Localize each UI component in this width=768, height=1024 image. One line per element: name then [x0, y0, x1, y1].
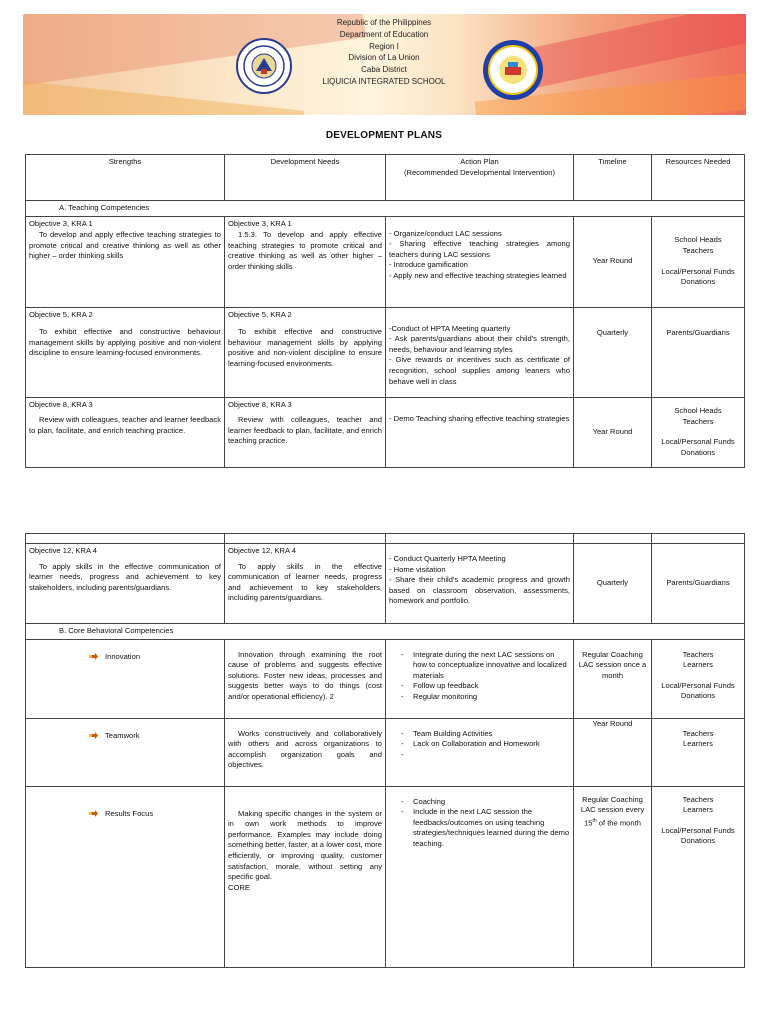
table-row	[26, 544, 745, 624]
competency-label-wrap	[29, 809, 221, 820]
timeline-cell: Year Round	[574, 216, 652, 307]
action-item: - Ask parents/guardians about their child's strength, needs, behaviour and learning styles	[389, 334, 570, 354]
col-header-resources: Resources Needed	[652, 155, 745, 201]
timeline-cell: Year Round	[574, 397, 652, 467]
pointing-hand-icon	[89, 731, 99, 740]
action-cell	[386, 397, 574, 467]
competency-cell	[26, 718, 225, 786]
resource-item: School Heads	[674, 405, 722, 415]
resources-cell	[652, 786, 745, 967]
action-item: - Home visitation	[389, 564, 446, 574]
action-item: - Regular monitoring	[401, 692, 570, 703]
pointing-hand-icon	[89, 652, 99, 661]
resource-spacer	[655, 257, 741, 267]
header-line-4: Division of La Union	[348, 53, 420, 63]
timeline-cell: Quarterly	[574, 544, 652, 624]
competency-name: Teamwork	[105, 730, 140, 740]
competency-name: Results Focus	[105, 808, 154, 818]
competency-description: Works constructively and collaboratively with others and across organizations to accomplish organization goals and objectives.	[228, 728, 382, 770]
timeline-cell: Year Round	[574, 718, 652, 786]
competency-label-wrap	[29, 652, 221, 663]
action-cell	[386, 307, 574, 397]
resources-cell	[652, 544, 745, 624]
action-item: - Introduce gamification	[389, 260, 468, 270]
competency-description: Innovation through examining the root cause of problems and suggests effective solutions. Foster new ideas, processes and suggests better ways to do things (cost and/or operational efficiency). 2	[228, 649, 382, 701]
resource-item: Local/Personal Funds	[661, 825, 735, 835]
action-cell	[386, 639, 574, 718]
blank-cell	[26, 534, 225, 544]
resource-item: Donations	[680, 691, 716, 701]
competency-cell	[26, 786, 225, 967]
col-header-action-plan	[386, 155, 574, 201]
resources-cell	[652, 639, 745, 718]
resource-item: Teachers	[682, 416, 714, 426]
action-cell	[386, 786, 574, 967]
action-item: - Share their child's academic progress and growth based on classroom observation, assessments, homework and portfolio.	[389, 575, 570, 606]
action-cell	[386, 544, 574, 624]
col-header-timeline: Timeline	[574, 155, 652, 201]
resource-item: Local/Personal Funds	[661, 437, 735, 447]
timeline-text-end: of the month	[596, 818, 641, 828]
strength-objective: Objective 5, KRA 2	[29, 309, 93, 319]
section-row-a	[26, 201, 745, 217]
table-row	[26, 216, 745, 307]
strength-objective: Objective 8, KRA 3	[29, 399, 93, 409]
letterhead-text	[0, 17, 768, 88]
resource-item: Parents/Guardians	[666, 578, 730, 588]
timeline-cell: Quarterly	[574, 307, 652, 397]
action-list	[401, 797, 570, 850]
need-text: To apply skills in the effective communication of learner needs, progress and achievement to key stakeholders, including parents/guardians.	[228, 561, 382, 603]
resources-cell	[652, 307, 745, 397]
development-plan-table-1	[25, 154, 745, 468]
action-cell	[386, 216, 574, 307]
col-header-strengths: Strengths	[26, 155, 225, 201]
action-item: - Organize/conduct LAC sessions	[389, 228, 502, 238]
competency-note: CORE	[228, 882, 250, 892]
strength-text: To apply skills in the effective communication of learner needs, progress and achievement to key stakeholders, including parents/guardians.	[29, 561, 221, 592]
action-item: - Team Building Activities	[401, 729, 570, 740]
strength-text: To exhibit effective and constructive behaviour management skills by applying positive and non-violent discipline to ensure learning-focused environments.	[29, 327, 221, 358]
table-row	[26, 639, 745, 718]
need-text: To exhibit effective and constructive behaviour management skills by applying positive and non-violent discipline to ensure learning-focused environments.	[228, 327, 382, 368]
need-text: 1.5.3. To develop and apply effective teaching strategies to promote critical and creative thinking as well as other higher – order thinking skills	[228, 230, 382, 271]
competency-description-cell	[225, 718, 386, 786]
need-text: Review with colleagues, teacher and learner feedback to plan, facilitate, and enrich teaching practice.	[228, 415, 382, 446]
resource-item: Learners	[683, 739, 713, 749]
action-item: - Conduct Quarterly HPTA Meeting	[389, 554, 506, 563]
strength-cell	[26, 216, 225, 307]
section-row-b	[26, 624, 745, 640]
resource-item: Teachers	[682, 649, 714, 659]
timeline-text: Regular Coaching LAC session every 15	[580, 794, 645, 828]
strength-text: Review with colleagues, teacher and learner feedback to plan, facilitate, and enrich teaching practice.	[29, 415, 221, 435]
competency-description: Making specific changes in the system or in own work methods to improve performance. Examples may include doing something better, faster, at a lower cost, more efficiently, or improving quality, customer satisfaction, morale, without setting any specific goal.	[228, 808, 382, 882]
resource-item: School Heads	[674, 235, 722, 245]
action-item: - Apply new and effective teaching strategies learned	[389, 270, 567, 280]
resource-item: Learners	[683, 660, 713, 670]
competency-cell	[26, 639, 225, 718]
need-objective: Objective 8, KRA 3	[228, 399, 292, 409]
table-row	[26, 786, 745, 967]
pointing-hand-icon	[89, 809, 99, 818]
action-item: - Integrate during the next LAC sessions on how to conceptualize innovative and localized materials	[401, 650, 570, 682]
strength-objective: Objective 12, KRA 4	[29, 546, 97, 555]
col-header-needs: Development Needs	[225, 155, 386, 201]
header-line-6: LIQUICIA INTEGRATED SCHOOL	[322, 76, 446, 86]
blank-cell	[574, 534, 652, 544]
section-label-a	[26, 201, 745, 217]
need-cell	[225, 397, 386, 467]
resource-item: Learners	[683, 805, 713, 815]
action-item: -Conduct of HPTA Meeting quarterly	[389, 323, 511, 333]
strength-cell	[26, 307, 225, 397]
resource-spacer	[655, 671, 741, 681]
resources-cell	[652, 397, 745, 467]
blank-cell	[386, 534, 574, 544]
header-line-3: Region I	[369, 41, 399, 51]
table-header-row	[26, 155, 745, 201]
resource-item: Teachers	[682, 728, 714, 738]
action-item: - Give rewards or incentives such as certificate of recognition, school supplies among leaners who behave well in class	[389, 355, 570, 386]
resource-item: Local/Personal Funds	[661, 266, 735, 276]
table-row	[26, 307, 745, 397]
action-item: - Lack on Collaboration and Homework	[401, 739, 570, 750]
action-list	[401, 729, 570, 750]
need-cell	[225, 216, 386, 307]
header-line-2: Department of Education	[339, 29, 429, 39]
action-item: - Sharing effective teaching strategies among teachers during LAC sessions	[389, 239, 570, 259]
action-list	[401, 650, 570, 703]
blank-header-row	[26, 534, 745, 544]
resource-item: Parents/Guardians	[666, 327, 730, 337]
page-title: DEVELOPMENT PLANS	[325, 130, 443, 141]
resource-item: Teachers	[682, 794, 714, 804]
resource-item: Donations	[680, 277, 716, 287]
strength-cell	[26, 397, 225, 467]
resource-spacer	[655, 816, 741, 826]
resource-item: Teachers	[682, 246, 714, 255]
resources-cell	[652, 216, 745, 307]
development-plan-table-2	[25, 533, 745, 968]
competency-description-cell	[225, 639, 386, 718]
resource-item: Donations	[680, 836, 716, 846]
strength-cell	[26, 544, 225, 624]
table-row	[26, 397, 745, 467]
competency-description-cell	[225, 786, 386, 967]
action-item: - Demo Teaching sharing effective teaching strategies	[389, 413, 570, 423]
need-cell	[225, 544, 386, 624]
action-item: - Coaching	[401, 797, 570, 808]
resource-spacer	[655, 427, 741, 437]
section-label-b	[26, 624, 745, 640]
need-objective: Objective 3, KRA 1	[228, 218, 292, 228]
header-line-1: Republic of the Philippines	[336, 18, 432, 27]
resource-item: Local/Personal Funds	[661, 680, 735, 690]
resources-cell	[652, 718, 745, 786]
resource-item: Donations	[680, 447, 716, 457]
strength-objective: Objective 3, KRA 1	[29, 218, 93, 228]
strength-text: To develop and apply effective teaching strategies to promote critical and creative thinking as well as other higher – order thinking skills	[29, 230, 221, 261]
timeline-cell: Regular Coaching LAC session once a month	[574, 639, 652, 718]
header-line-5: Caba District	[361, 65, 407, 75]
timeline-cell	[574, 786, 652, 967]
action-item: - Include in the next LAC session the feedbacks/outcomes on using teaching strategies/techniques learned during the demo teaching.	[401, 807, 570, 849]
action-cell	[386, 718, 574, 786]
competency-name: Innovation	[105, 651, 141, 661]
need-objective: Objective 5, KRA 2	[228, 309, 292, 319]
action-plan-label: Action Plan	[460, 157, 499, 166]
blank-cell	[225, 534, 386, 544]
action-item: - Follow up feedback	[401, 681, 570, 692]
need-cell	[225, 307, 386, 397]
table-row	[26, 718, 745, 786]
section-b-text: B. Core Behavioral Competencies	[59, 626, 174, 635]
action-plan-sublabel: (Recommended Developmental Intervention)	[403, 167, 556, 177]
blank-cell	[652, 534, 745, 544]
timeline-superscript: th	[592, 817, 597, 824]
competency-label-wrap	[29, 731, 221, 742]
section-a-text: A. Teaching Competencies	[59, 203, 150, 212]
need-objective: Objective 12, KRA 4	[228, 546, 296, 555]
